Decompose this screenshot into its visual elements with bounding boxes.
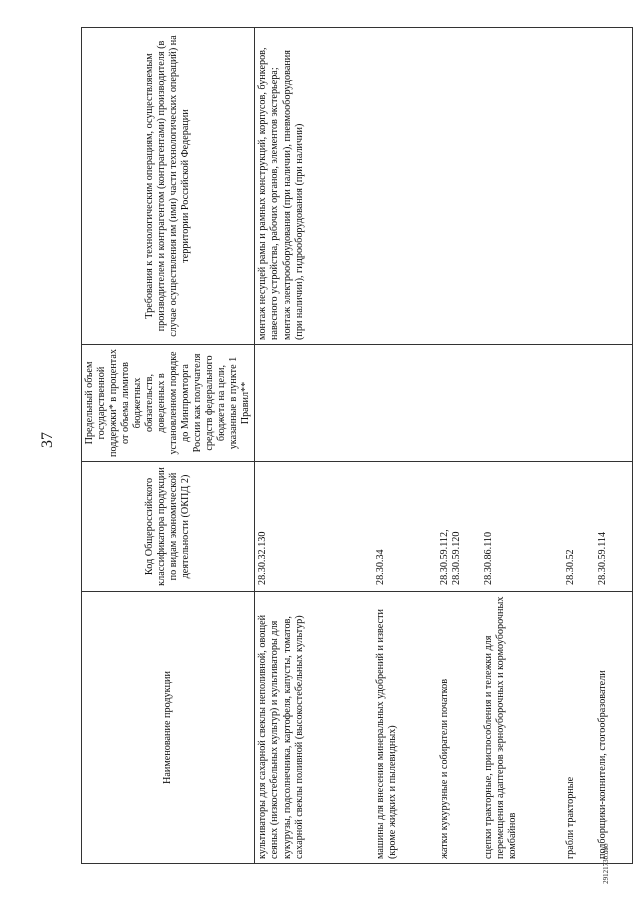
support-limit-cell xyxy=(563,345,595,462)
support-limit-cell xyxy=(481,345,563,462)
table-header-row xyxy=(82,28,255,864)
table-row xyxy=(481,28,563,864)
header-support-limit: Предельный объем государственной поддержки* в процентах от объема лимитов бюджетных обязательств, доведенных в установленном порядке до Минпромторга России как получателя средств федерального бюджета на цели, указанные в пункте 1 Правил** xyxy=(82,345,255,462)
table-row xyxy=(437,28,481,864)
okpd-code-cell: 28.30.59.114 xyxy=(595,462,633,592)
support-limit-cell xyxy=(373,345,437,462)
product-requirements-table xyxy=(81,27,633,864)
document-id: 29121730.doc xyxy=(602,844,610,884)
table-frame xyxy=(81,28,608,864)
requirements-cell: монтаж несущей рамы и рамных конструкций, корпусов, бункеров, навесного устройства, рабочих органов, элементов экстерьера; монтаж электрооборудования (при наличии), пневмооборудования (при наличии), гидрооборудования (при наличии) xyxy=(255,28,373,345)
requirements-cell xyxy=(437,28,481,345)
header-okpd-code: Код Общероссийского классификатора продукции по видам экономической деятельности (ОКПД 2) xyxy=(82,462,255,592)
requirements-cell xyxy=(563,28,595,345)
product-name-cell: сцепки тракторные, приспособления и тележки для перемещения адаптеров зерноуборочных и кормоуборочных комбайнов xyxy=(481,592,563,864)
okpd-code-cell: 28.30.32.130 xyxy=(255,462,373,592)
table-row xyxy=(563,28,595,864)
header-product-name: Наименование продукции xyxy=(82,592,255,864)
support-limit-cell xyxy=(255,345,373,462)
page-number: 37 xyxy=(39,432,56,448)
okpd-code-cell: 28.30.52 xyxy=(563,462,595,592)
support-limit-cell xyxy=(595,345,633,462)
rotated-table-wrapper xyxy=(81,28,608,864)
table-row xyxy=(373,28,437,864)
product-name-cell: подборщики-копнители, стогообразователи xyxy=(595,592,633,864)
table-row xyxy=(255,28,373,864)
product-name-cell: жатки кукурузные и собиратели початков xyxy=(437,592,481,864)
product-name-cell: культиваторы для сахарной свеклы неполивной, овощей сеяных (низкостебельных культур) и культиваторы для кукурузы, подсолнечника, картофеля, капусты, томатов, сахарной свеклы поливной (высокостебельных культур) xyxy=(255,592,373,864)
product-name-cell: грабли тракторные xyxy=(563,592,595,864)
requirements-cell xyxy=(373,28,437,345)
requirements-cell xyxy=(481,28,563,345)
okpd-code-cell: 28.30.34 xyxy=(373,462,437,592)
support-limit-cell xyxy=(437,345,481,462)
product-name-cell: машины для внесения минеральных удобрений и извести (кроме жидких и пылевидных) xyxy=(373,592,437,864)
okpd-code-cell: 28.30.86.110 xyxy=(481,462,563,592)
okpd-code-cell: 28.30.59.112, 28.30.59.120 xyxy=(437,462,481,592)
requirements-cell xyxy=(595,28,633,345)
table-row xyxy=(595,28,633,864)
header-technological-requirements: Требования к технологическим операциям, осуществляемым производителем и контрагентом (контрагентами) производителя (в случае осуществления им (ими) части технологических операций) на территории Российской Федерации xyxy=(82,28,255,345)
